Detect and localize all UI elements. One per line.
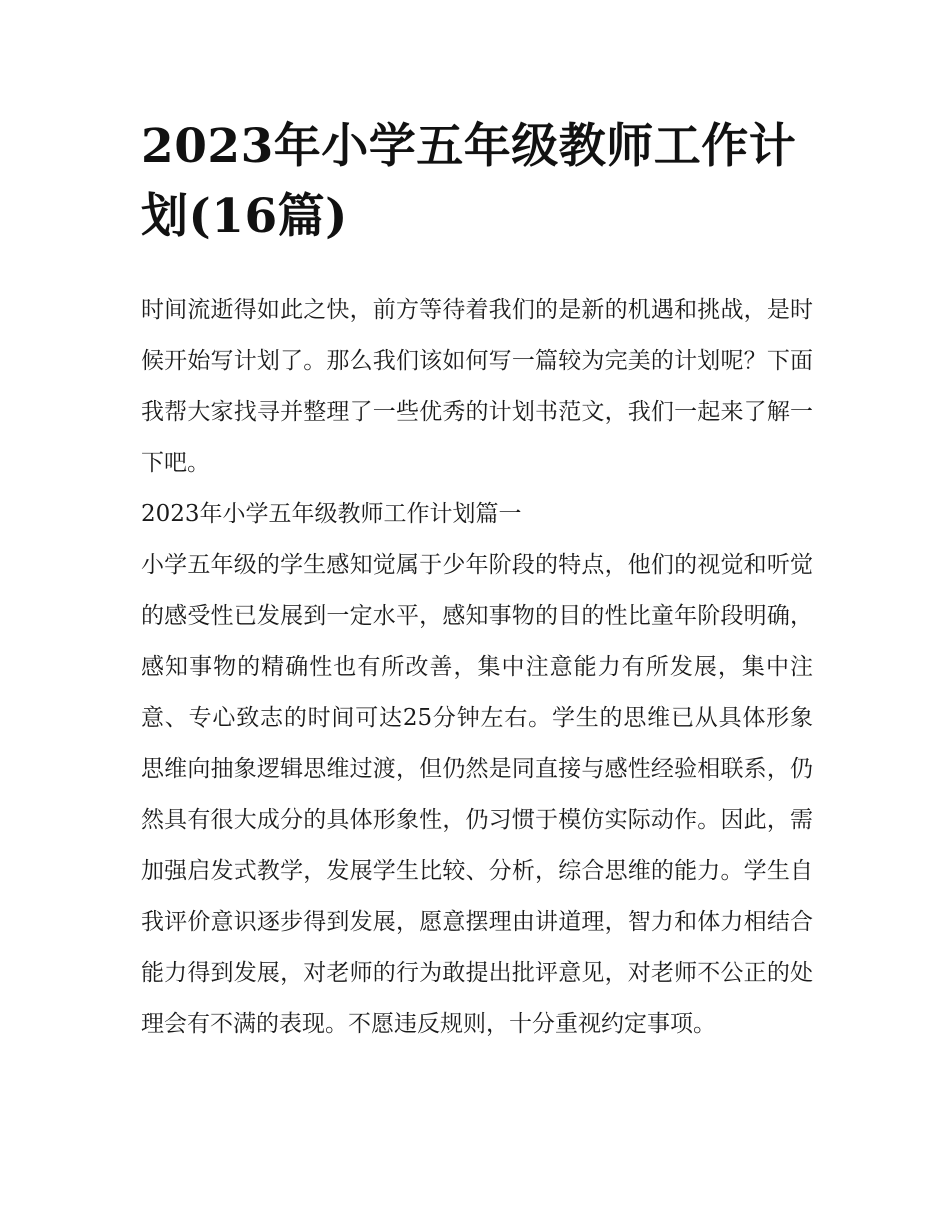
body-paragraph: 小学五年级的学生感知觉属于少年阶段的特点，他们的视觉和听觉的感受性已发展到一定水平，感知事物的目的性比童年阶段明确，感知事物的精确性也有所改善，集中注意能力有所发展，集中注意、专心致志的时间可达25分钟左右。学生的思维已从具体形象思维向抽象逻辑思维过渡，但仍然是同直接与感性经验相联系，仍然具有很大成分的具体形象性，仍习惯于模仿实际动作。因此，需加强启发式教学，发展学生比较、分析，综合思维的能力。学生自我评价意识逐步得到发展，愿意摆理由讲道理，智力和体力相结合能力得到发展，对老师的行为敢提出批评意见，对老师不公正的处理会有不满的表现。不愿违反规则，十分重视约定事项。: [141, 552, 813, 1037]
section-heading: 2023年小学五年级教师工作计划篇一: [141, 501, 522, 527]
intro-paragraph: 时间流逝得如此之快，前方等待着我们的是新的机遇和挑战，是时候开始写计划了。那么我们该如何写一篇较为完美的计划呢？下面我帮大家找寻并整理了一些优秀的计划书范文，我们一起来了解一下吧。: [141, 297, 813, 476]
document-title: 2023年小学五年级教师工作计划(16篇): [141, 119, 797, 244]
document-page: [141, 112, 813, 1050]
